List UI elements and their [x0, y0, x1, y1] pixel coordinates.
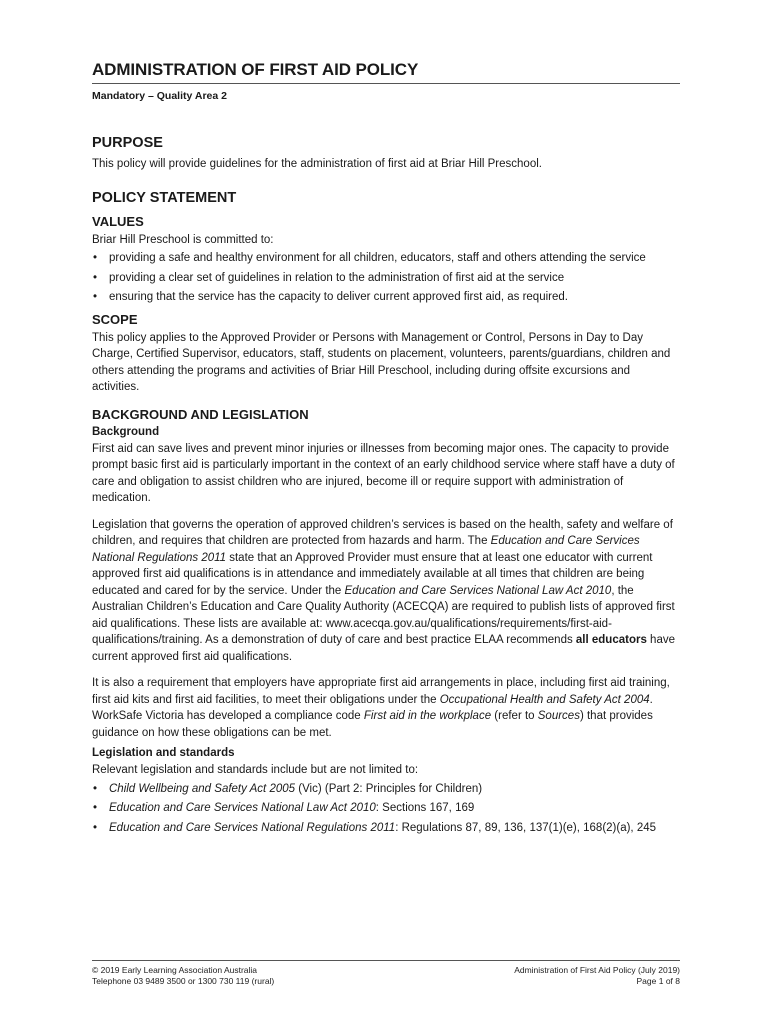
page-content — [92, 60, 680, 839]
list-item-text: providing a clear set of guidelines in relation to the administration of first aid at the service — [109, 271, 565, 284]
list-item — [92, 289, 680, 306]
background-subheading: Background — [92, 425, 160, 438]
bullet-icon: • — [93, 802, 98, 814]
legislation-detail: (Vic) (Part 2: Principles for Children) — [295, 782, 483, 795]
code-title: First aid in the workplace — [363, 710, 492, 722]
list-item — [92, 270, 680, 287]
text-run: , the Australian Children’s Education and Care Quality Authority (ACECQA) are required to publish lists of approved first aid qualifications. These lists are available at: www.acecqa.gov.au/qualifications/requirements/first-aid-qualifications/training. As a demonstration of duty of care and best practice ELAA recommends — [92, 584, 675, 646]
emphasis-all-educators: all educators — [575, 634, 647, 646]
scope-text: This policy applies to the Approved Provider or Persons with Management or Control, Persons in Day to Day Charge, Certified Supervisor, educators, staff, students on placement, volunteers, parents/guardians, children and others attending the programs and activities of Briar Hill Preschool, including during offsite excursions and activities. — [92, 331, 671, 393]
purpose-heading: PURPOSE — [92, 135, 163, 151]
legislation-title: Education and Care Services National Law Act 2010 — [109, 802, 376, 814]
document-title: ADMINISTRATION OF FIRST AID POLICY — [92, 60, 680, 84]
values-intro: Briar Hill Preschool is committed to: — [92, 233, 274, 246]
text-run: It is also a requirement that employers have appropriate first aid arrangements in place, including first aid training, first aid kits and first aid facilities, to meet their obligations under the — [92, 677, 670, 706]
policy-statement-heading: POLICY STATEMENT — [92, 189, 237, 206]
text-run: (refer to — [491, 710, 538, 722]
copyright-text: © 2019 Early Learning Association Australia — [92, 965, 258, 975]
text-run: have current approved first aid qualifications. — [92, 634, 675, 663]
purpose-section — [92, 135, 680, 173]
document-subtitle: Mandatory – Quality Area 2 — [92, 90, 227, 102]
text-run: Legislation that governs the operation of approved children’s services is based on the health, safety and welfare of children, and requires that children are protected from hazards and harm. The — [92, 518, 673, 547]
legislation-detail: : Regulations 87, 89, 136, 137(1)(e), 168(2)(a), 245 — [395, 821, 657, 834]
background-paragraph-3 — [92, 675, 680, 741]
values-heading: VALUES — [92, 213, 144, 229]
act-title: Occupational Health and Safety Act 2004 — [439, 693, 650, 706]
footer-right — [514, 965, 680, 987]
page-number: Page 1 of 8 — [636, 976, 680, 986]
values-list — [92, 250, 680, 306]
text-run: . WorkSafe Victoria has developed a compliance code — [92, 693, 653, 722]
law-title: Education and Care Services National Law Act 2010 — [344, 584, 612, 597]
footer-left — [92, 965, 274, 987]
legislation-standards-heading: Legislation and standards — [92, 747, 235, 759]
legislation-title: Education and Care Services National Regulations 2011 — [109, 821, 396, 834]
list-item-text: providing a safe and healthy environment for all children, educators, staff and others attending the service — [109, 252, 646, 264]
policy-statement-section — [92, 190, 680, 837]
list-item — [92, 250, 680, 267]
list-item — [92, 800, 680, 817]
bullet-icon: • — [93, 821, 98, 834]
legislation-detail: : Sections 167, 169 — [375, 802, 475, 814]
bullet-icon: • — [93, 252, 98, 264]
list-item — [92, 781, 680, 798]
background-paragraph-1: First aid can save lives and prevent minor injuries or illnesses from becoming major ones. The capacity to provide prompt basic first aid is particularly important in the context of an early childhood service where staff have a duty of care and obligation to assist children who are injured, become ill or require support with administration of medication. — [92, 442, 675, 504]
purpose-text: This policy will provide guidelines for the administration of first aid at Briar Hill Preschool. — [92, 158, 542, 170]
legislation-title: Child Wellbeing and Safety Act 2005 — [109, 782, 296, 795]
document-reference: Administration of First Aid Policy (July 2019) — [514, 965, 680, 975]
text-run: state that an Approved Provider must ensure that at least one educator with current approved first aid qualifications is in attendance and immediately available at all times that children are being educated and cared for by the service. Under the — [92, 551, 653, 597]
telephone-text: Telephone 03 9489 3500 or 1300 730 119 (rural) — [92, 976, 275, 986]
background-paragraph-2 — [92, 517, 680, 666]
regulation-title: Education and Care Services National Regulations 2011 — [92, 535, 640, 564]
list-item-text: ensuring that the service has the capacity to deliver current approved first aid, as required. — [109, 291, 568, 303]
sources-reference: Sources — [537, 710, 580, 722]
list-item — [92, 820, 680, 837]
background-legislation-heading: BACKGROUND AND LEGISLATION — [92, 406, 309, 422]
legislation-list — [92, 781, 680, 837]
text-run: ) that provides guidance on how these obligations can be met. — [92, 710, 653, 739]
bullet-icon: • — [93, 291, 98, 303]
page-footer — [92, 960, 680, 986]
scope-heading: SCOPE — [92, 311, 138, 327]
bullet-icon: • — [93, 271, 98, 284]
bullet-icon: • — [93, 782, 98, 795]
legislation-intro: Relevant legislation and standards include but are not limited to: — [92, 764, 419, 776]
